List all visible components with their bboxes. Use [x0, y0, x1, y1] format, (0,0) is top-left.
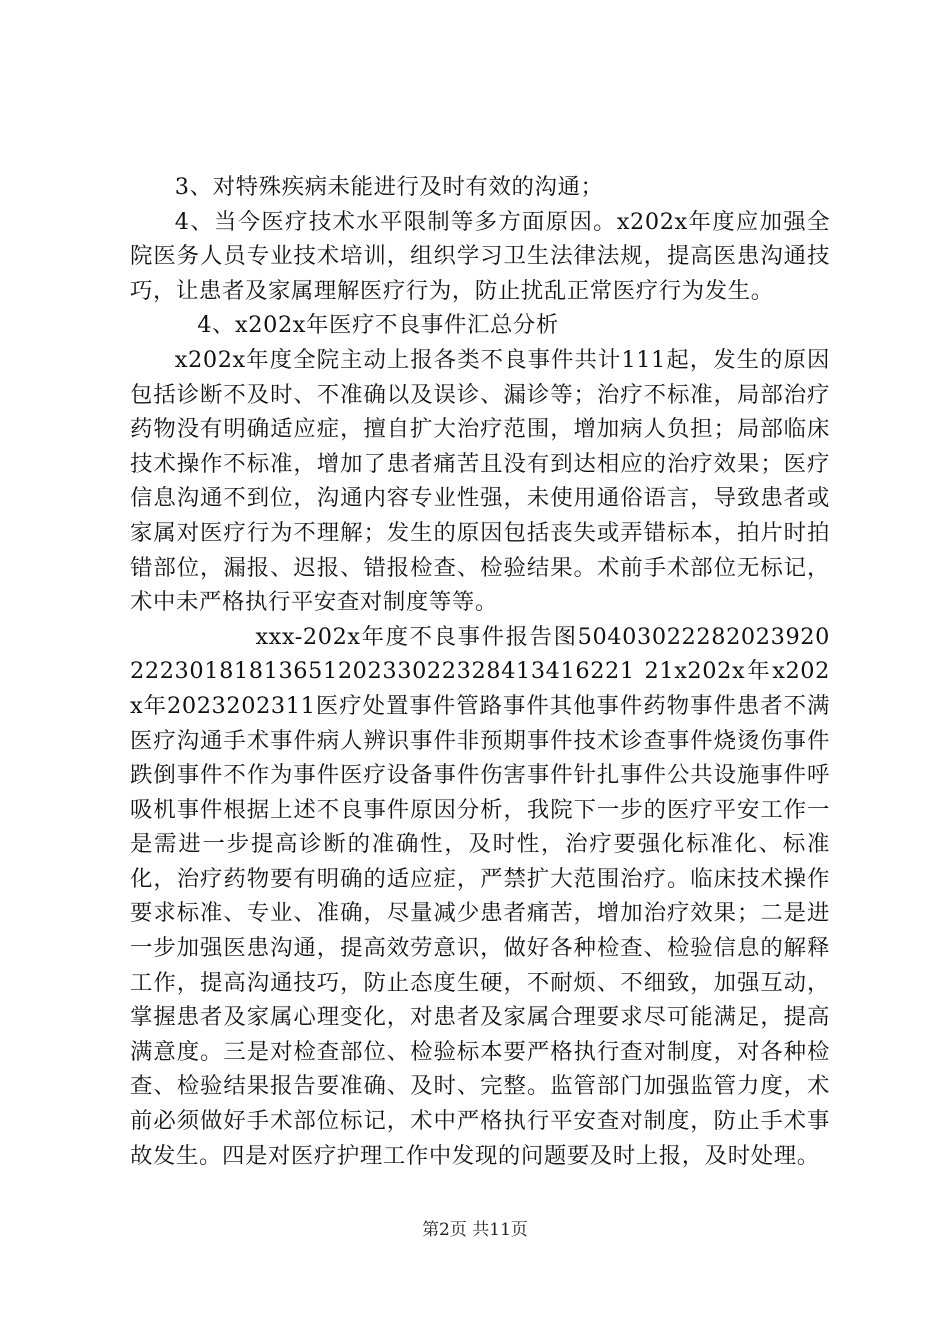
- paragraph-summary: x202x年度全院主动上报各类不良事件共计111起，发生的原因包括诊断不及时、不准确以及误诊、漏诊等；治疗不标准，局部治疗药物没有明确适应症，擅自扩大治疗范围，增加病人负担；局部临床技术操作不标准，增加了患者痛苦且没有到达相应的治疗效果；医疗信息沟通不到位，沟通内容专业性强，未使用通俗语言，导致患者或家属对医疗行为不理解；发生的原因包括丧失或弄错标本，拍片时拍错部位，漏报、迟报、错报检查、检验结果。术前手术部位无标记，术中未严格执行平安查对制度等等。: [130, 346, 830, 616]
- paragraph-chart-and-plan: xxx-202x年度不良事件报告图504030222820239202223018181365120233022328413416221 21x202x年x202x年2023202311医疗处置事件管路事件其他事件药物事件患者不满医疗沟通手术事件病人辨识事件非预期事件技术诊查事件烧烫伤事件跌倒事件不作为事件医疗设备事件伤害事件针扎事件公共设施事件呼吸机事件根据上述不良事件原因分析，我院下一步的医疗平安工作一是需进一步提高诊断的准确性，及时性，治疗要强化标准化、标准化，治疗药物要有明确的适应症，严禁扩大范围治疗。临床技术操作要求标准、专业、准确，尽量减少患者痛苦，增加治疗效果；二是进一步加强医患沟通，提高效劳意识，做好各种检查、检验信息的解释工作，提高沟通技巧，防止态度生硬，不耐烦、不细致，加强互动，掌握患者及家属心理变化，对患者及家属合理要求尽可能满足，提高满意度。三是对检查部位、检验标本要严格执行查对制度，对各种检查、检验结果报告要准确、及时、完整。监管部门加强监管力度，术前必须做好手术部位标记，术中严格执行平安查对制度，防止手术事故发生。四是对医疗护理工作中发现的问题要及时上报，及时处理。: [130, 623, 830, 1169]
- page-number-footer: 第2页 共11页: [422, 1220, 528, 1240]
- paragraph-item-4: 4、当今医疗技术水平限制等多方面原因。x202x年度应加强全院医务人员专业技术培训，组织学习卫生法律法规，提高医患沟通技巧，让患者及家属理解医疗行为，防止扰乱正常医疗行为发生。: [130, 208, 830, 304]
- paragraph-item-3: 3、对特殊疾病未能进行及时有效的沟通；: [174, 174, 604, 200]
- section-heading: 4、x202x年医疗不良事件汇总分析: [197, 312, 559, 339]
- document-body: [130, 170, 830, 1173]
